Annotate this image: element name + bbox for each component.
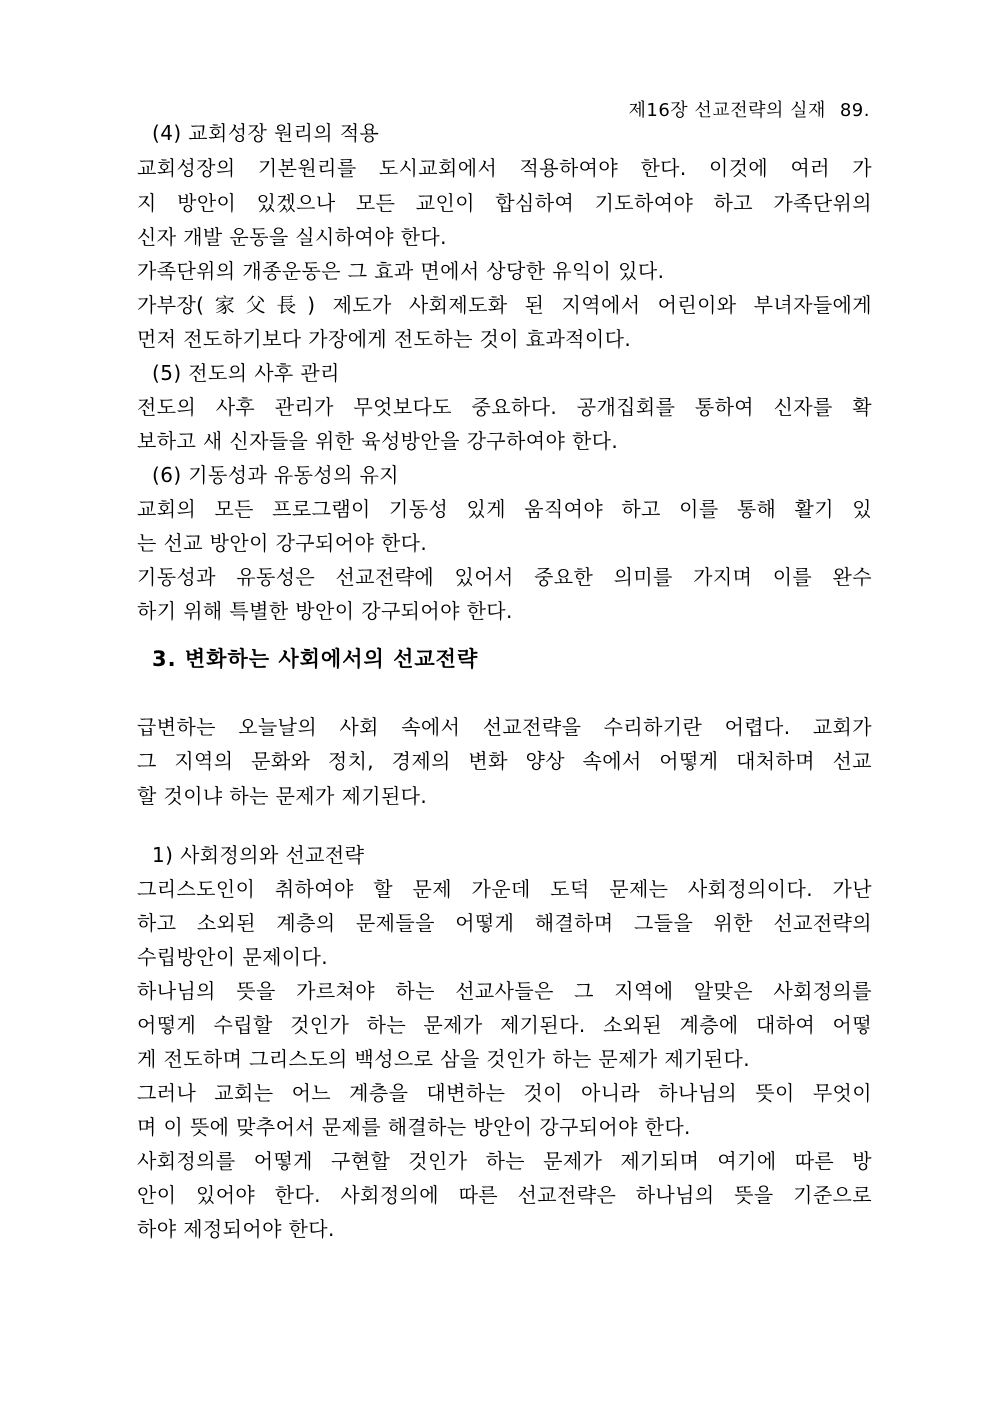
text-line: 어떻게 수립할 것인가 하는 문제가 제기된다. 소외된 계층에 대하여 어떻 xyxy=(137,1013,872,1037)
text-line: 하기 위해 특별한 방안이 강구되어야 한다. xyxy=(137,599,513,623)
text-line: 가족단위의 개종운동은 그 효과 면에서 상당한 유익이 있다. xyxy=(137,259,665,283)
text-line: 안이 있어야 한다. 사회정의에 따른 선교전략은 하나님의 뜻을 기준으로 xyxy=(137,1183,872,1207)
text-line: 가부장(家父長) 제도가 사회제도화 된 지역에서 어린이와 부녀자들에게 xyxy=(137,293,872,317)
text-line: 신자 개발 운동을 실시하여야 한다. xyxy=(137,225,447,249)
text-line: 할 것이냐 하는 문제가 제기된다. xyxy=(137,784,428,808)
text-line: 지 방안이 있겠으나 모든 교인이 합심하여 기도하여야 하고 가족단위의 xyxy=(137,191,872,215)
text-line: 는 선교 방안이 강구되어야 한다. xyxy=(137,531,428,555)
subsection-heading: (6) 기동성과 유동성의 유지 xyxy=(152,463,400,487)
text-line: 수립방안이 문제이다. xyxy=(137,945,328,969)
text-line: 게 전도하며 그리스도의 백성으로 삼을 것인가 하는 문제가 제기된다. xyxy=(137,1047,750,1071)
chapter-title: 제16장 선교전략의 실재 xyxy=(628,100,826,121)
text-line: 교회성장의 기본원리를 도시교회에서 적용하여야 한다. 이것에 여러 가 xyxy=(137,156,872,180)
text-line: 교회의 모든 프로그램이 기동성 있게 움직여야 하고 이를 통해 활기 있 xyxy=(137,497,872,521)
text-line: 급변하는 오늘날의 사회 속에서 선교전략을 수리하기란 어렵다. 교회가 xyxy=(137,715,872,739)
text-line: 하나님의 뜻을 가르쳐야 하는 선교사들은 그 지역에 알맞은 사회정의를 xyxy=(137,979,872,1003)
text-line: 며 이 뜻에 맞추어서 문제를 해결하는 방안이 강구되어야 한다. xyxy=(137,1115,691,1139)
text-line: 보하고 새 신자들을 위한 육성방안을 강구하여야 한다. xyxy=(137,429,619,453)
subsection-heading: (5) 전도의 사후 관리 xyxy=(152,361,340,385)
page-number: 89. xyxy=(839,100,870,121)
text-line: 그 지역의 문화와 정치, 경제의 변화 양상 속에서 어떻게 대처하며 선교 xyxy=(137,749,872,773)
text-line: 먼저 전도하기보다 가장에게 전도하는 것이 효과적이다. xyxy=(137,327,632,351)
text-line: 기동성과 유동성은 선교전략에 있어서 중요한 의미를 가지며 이를 완수 xyxy=(137,565,872,589)
subsection-heading: (4) 교회성장 원리의 적용 xyxy=(152,121,380,145)
section-heading: 3. 변화하는 사회에서의 선교전략 xyxy=(152,647,479,671)
text-line: 그러나 교회는 어느 계층을 대변하는 것이 아니라 하나님의 뜻이 무엇이 xyxy=(137,1081,872,1105)
text-line: 그리스도인이 취하여야 할 문제 가운데 도덕 문제는 사회정의이다. 가난 xyxy=(137,877,872,901)
text-line: 하야 제정되어야 한다. xyxy=(137,1217,335,1241)
text-line: 하고 소외된 계층의 문제들을 어떻게 해결하며 그들을 위한 선교전략의 xyxy=(137,911,872,935)
subsection-heading: 1) 사회정의와 선교전략 xyxy=(152,843,365,867)
text-line: 사회정의를 어떻게 구현할 것인가 하는 문제가 제기되며 여기에 따른 방 xyxy=(137,1149,872,1173)
text-line: 전도의 사후 관리가 무엇보다도 중요하다. 공개집회를 통하여 신자를 확 xyxy=(137,395,872,419)
